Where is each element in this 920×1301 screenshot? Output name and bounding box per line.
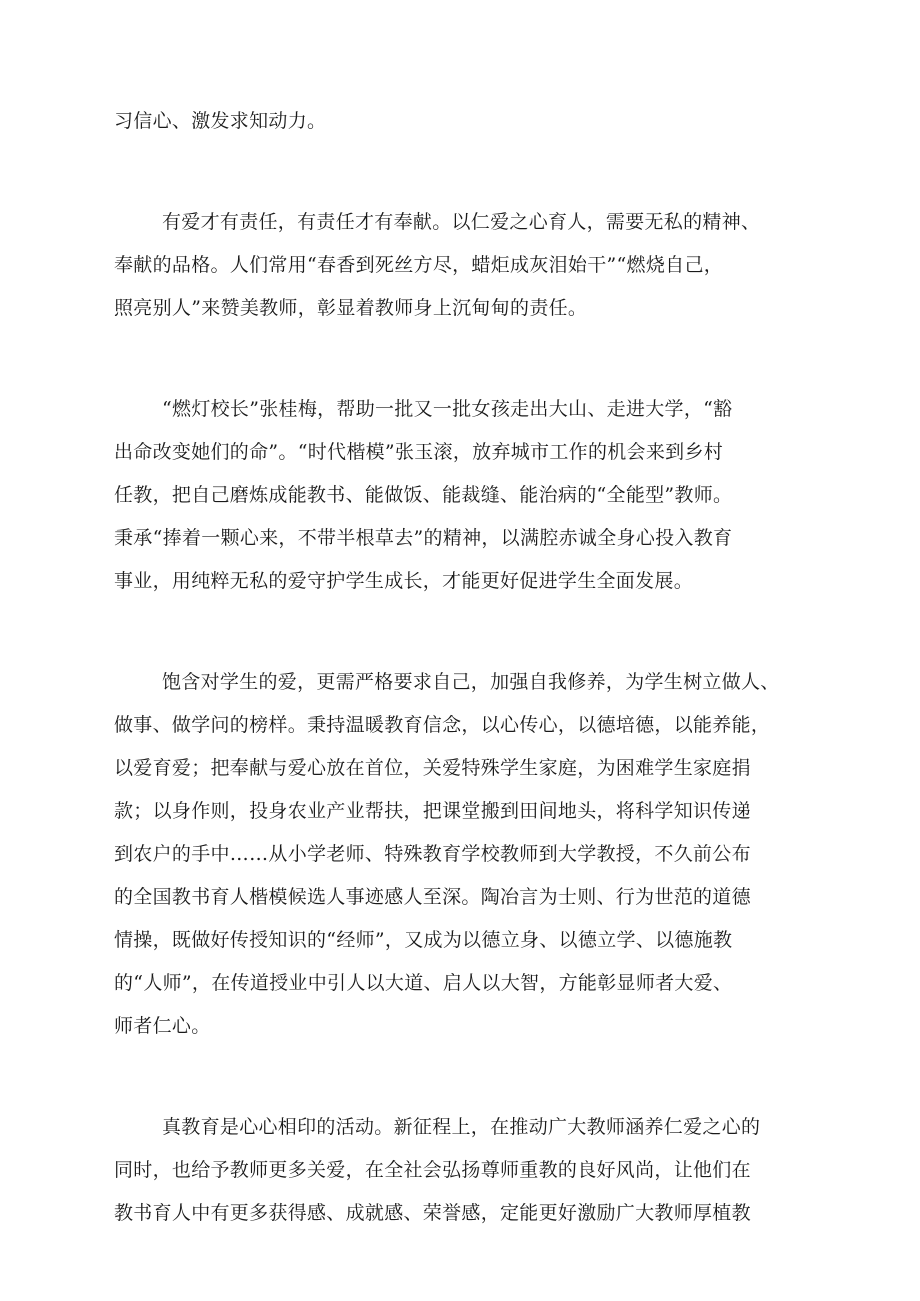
paragraph-gap: [114, 1048, 854, 1106]
paragraph-gap: [114, 603, 854, 661]
text-line: 情操，既做好传授知识的“经师”，又成为以德立身、以德立学、以德施教: [114, 929, 733, 951]
text-line: 任教，把自己磨炼成能教书、能做饭、能裁缝、能治病的“全能型”教师。: [114, 484, 733, 506]
paragraph-continuation: [114, 100, 854, 143]
paragraph-true-education: [114, 1106, 854, 1235]
text-line: 教书育人中有更多获得感、成就感、荣誉感，定能更好激励广大教师厚植教: [114, 1202, 751, 1224]
text-line: 出命改变她们的命”。“时代楷模”张玉滚，放弃城市工作的机会来到乡村: [114, 441, 724, 463]
paragraph-gap: [114, 330, 854, 388]
paragraph-responsibility: [114, 201, 854, 330]
paragraph-role-models: [114, 388, 854, 603]
text-line: 做事、做学问的榜样。秉持温暖教育信念，以心传心，以德培德，以能养能，: [114, 714, 771, 736]
text-line: 真教育是心心相印的活动。新征程上，在推动广大教师涵养仁爱之心的: [162, 1116, 761, 1138]
text-line: 的全国教书育人楷模候选人事迹感人至深。陶冶言为士则、行为世范的道德: [114, 886, 751, 908]
text-column: [114, 100, 854, 1235]
text-line: “燃灯校长”张桂梅，帮助一批又一批女孩走出大山、走进大学，“豁: [162, 398, 733, 420]
text-line: 饱含对学生的爱，更需严格要求自己，加强自我修养，为学生树立做人、: [162, 671, 780, 693]
text-line: 照亮别人”来赞美教师，彰显着教师身上沉甸甸的责任。: [114, 297, 588, 319]
text-line: 师者仁心。: [114, 1015, 211, 1037]
text-line: 事业，用纯粹无私的爱守护学生成长，才能更好促进学生全面发展。: [114, 570, 694, 592]
text-line: 到农户的手中……从小学老师、特殊教育学校教师到大学教授，不久前公布: [114, 843, 751, 865]
text-line: 同时，也给予教师更多关爱，在全社会弘扬尊师重教的良好风尚，让他们在: [114, 1159, 751, 1181]
paragraph-gap: [114, 143, 854, 201]
text-line: 以爱育爱；把奉献与爱心放在首位，关爱特殊学生家庭，为困难学生家庭捐: [114, 757, 751, 779]
text-line: 的“人师”，在传道授业中引人以大道、启人以大智，方能彰显师者大爱、: [114, 972, 733, 994]
text-line: 习信心、激发求知动力。: [114, 110, 327, 132]
text-line: 有爱才有责任，有责任才有奉献。以仁爱之心育人，需要无私的精神、: [162, 211, 761, 233]
text-line: 款；以身作则，投身农业产业帮扶，把课堂搬到田间地头，将科学知识传递: [114, 800, 751, 822]
text-line: 奉献的品格。人们常用“春香到死丝方尽，蜡炬成灰泪始干”“燃烧自己，: [114, 254, 724, 276]
text-line: 秉承“捧着一颗心来，不带半根草去”的精神，以满腔赤诚全身心投入教育: [114, 527, 733, 549]
paragraph-self-discipline: [114, 661, 854, 1048]
